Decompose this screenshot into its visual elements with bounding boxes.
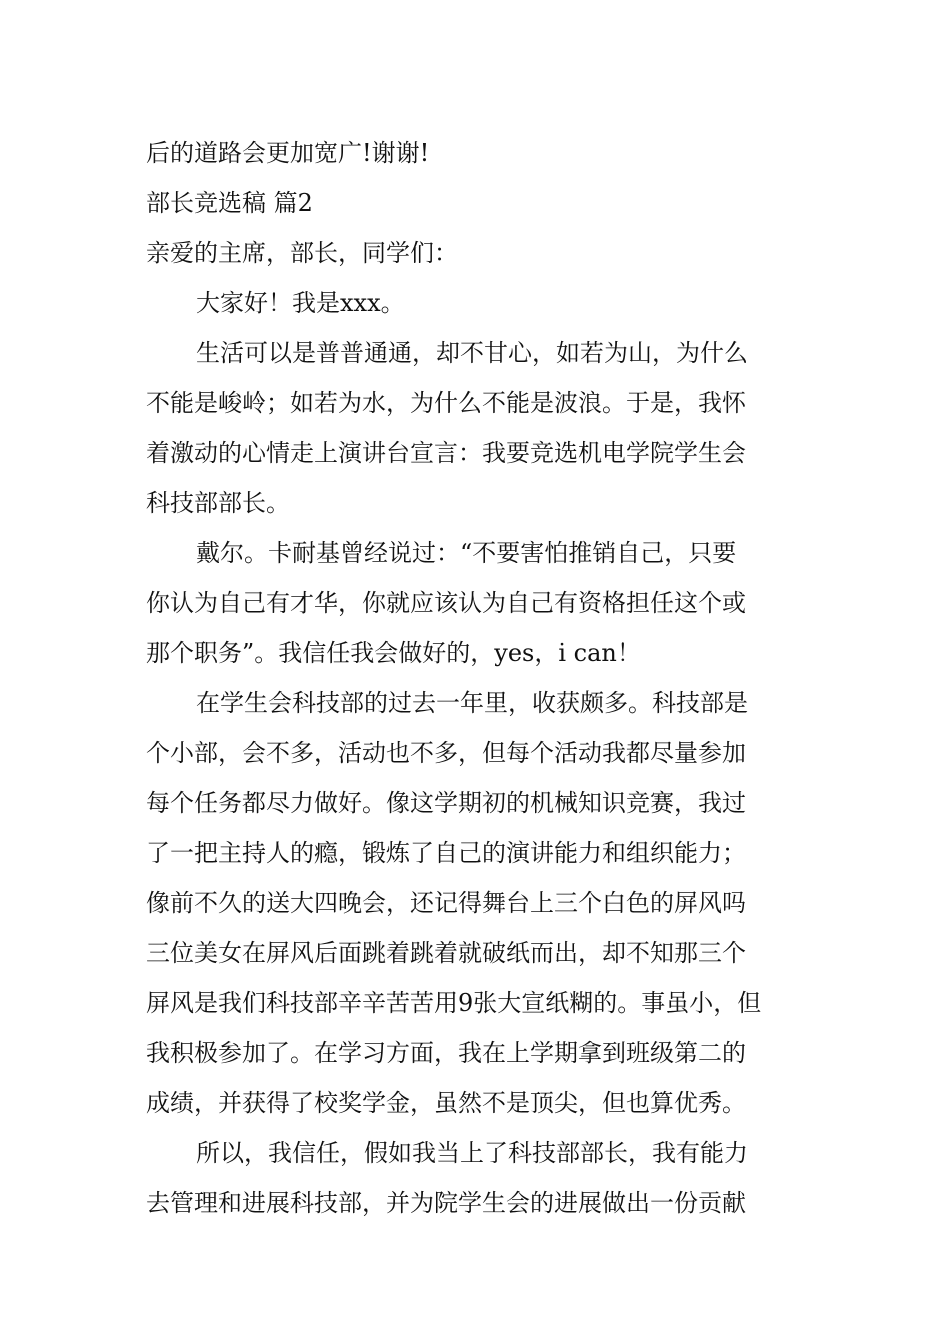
text-line: 你认为自己有才华，你就应该认为自己有资格担任这个或: [146, 589, 746, 617]
paragraph-start: 在学生会科技部的过去一年里，收获颇多。科技部是: [196, 689, 748, 717]
text-line: 那个职务”。我信任我会做好的，yes，i can！: [146, 639, 641, 667]
document-body: [146, 128, 810, 1228]
text-line: 科技部部长。: [146, 489, 290, 517]
text-line: 三位美女在屏风后面跳着跳着就破纸而出，却不知那三个: [146, 939, 746, 967]
text-line: 着激动的心情走上演讲台宣言：我要竞选机电学院学生会: [146, 439, 746, 467]
salutation: 亲爱的主席，部长，同学们：: [146, 239, 458, 267]
text-line: 像前不久的送大四晚会，还记得舞台上三个白色的屏风吗: [146, 889, 746, 917]
text-line: 去管理和进展科技部，并为院学生会的进展做出一份贡献: [146, 1189, 746, 1217]
text-line: 成绩，并获得了校奖学金，虽然不是顶尖，但也算优秀。: [146, 1089, 746, 1117]
paragraph-start: 大家好！我是xxx。: [196, 289, 405, 317]
text-line: 个小部，会不多，活动也不多，但每个活动我都尽量参加: [146, 739, 746, 767]
text-line: 屏风是我们科技部辛辛苦苦用9张大宣纸糊的。事虽小，但: [146, 989, 762, 1017]
section-heading: 部长竞选稿 篇2: [146, 189, 313, 217]
text-line: 了一把主持人的瘾，锻炼了自己的演讲能力和组织能力；: [146, 839, 746, 867]
paragraph-start: 所以，我信任，假如我当上了科技部部长，我有能力: [196, 1139, 748, 1167]
text-line: 每个任务都尽力做好。像这学期初的机械知识竞赛，我过: [146, 789, 746, 817]
paragraph-start: 生活可以是普普通通，却不甘心，如若为山，为什么: [196, 339, 748, 367]
text-line: 后的道路会更加宽广!谢谢!: [146, 139, 430, 167]
text-line: 不能是峻岭；如若为水，为什么不能是波浪。于是，我怀: [146, 389, 746, 417]
paragraph-start: 戴尔。卡耐基曾经说过：“不要害怕推销自己，只要: [196, 539, 737, 567]
text-line: 我积极参加了。在学习方面，我在上学期拿到班级第二的: [146, 1039, 746, 1067]
